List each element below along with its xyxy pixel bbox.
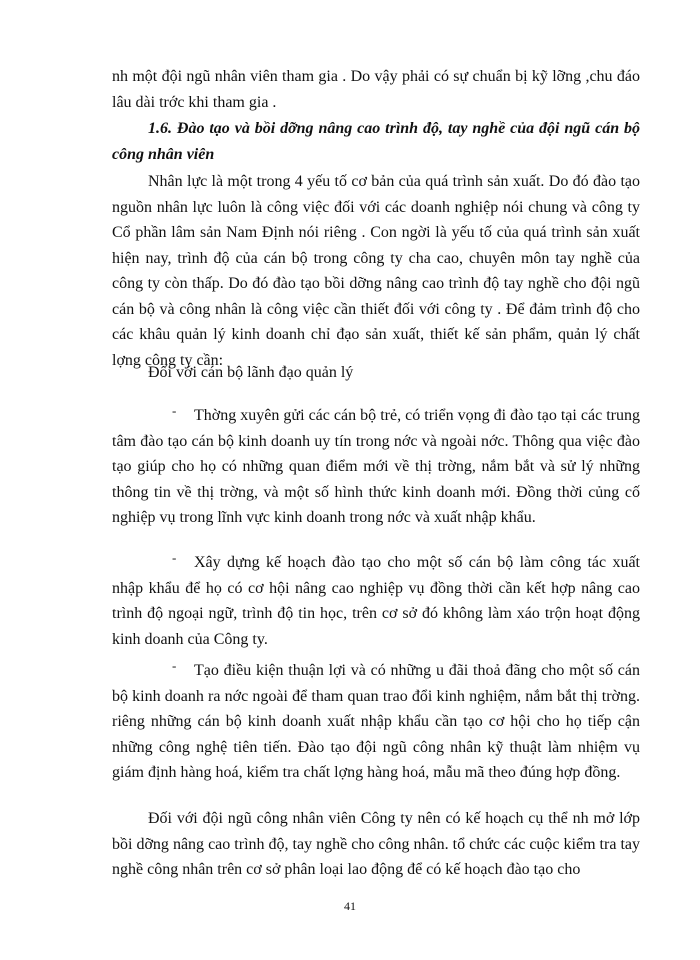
body-paragraph-1: Nhân lực là một trong 4 yếu tố cơ bản của quá trình sản xuất. Do đó đào tạo nguồn nhân lực luôn là công việc đối với các doanh nghiệp nói chung và công ty Cổ phần lâm sản Nam Định nói riêng . Con ngời là yếu tố của quá trình sản xuất hiện nay, trình độ của cán bộ trong công ty cha cao, chuyên môn tay nghề của công ty còn thấp. Do đó đào tạo bồi dỡng nâng cao trình độ tay nghề cho đội ngũ cán bộ và công nhân là công việc cần thiết đối với công ty . Để đảm trình độ cho các khâu quản lý kinh doanh chỉ đạo sản xuất, thiết kế sản phẩm, quản lý chất lợng công ty cần:: [112, 173, 640, 369]
page-number: 41: [344, 899, 356, 913]
section-heading: 1.6. Đào tạo và bồi dỡng nâng cao trình độ, tay nghề của đội ngũ cán bộ công nhân viên: [112, 120, 640, 163]
bullet-dash-icon: -: [172, 403, 177, 418]
bullet-item-2: Xây dựng kế hoạch đào tạo cho một số cán bộ làm công tác xuất nhập khẩu để họ có cơ hội nâng cao nghiệp vụ đồng thời cần kết hợp nâng cao trình độ ngoại ngữ, trình độ tin học, trên cơ sở đó không làm xáo trộn hoạt động kinh doanh của Công ty.: [112, 554, 640, 648]
bullet-dash-icon: -: [172, 658, 177, 673]
subheading-leadership: Đối với cán bộ lãnh đạo quản lý: [148, 364, 354, 381]
bullet-dash-icon: -: [172, 550, 177, 565]
body-paragraph-2: Đối với đội ngũ công nhân viên Công ty nên có kế hoạch cụ thể nh mở lớp bồi dỡng nâng cao trình độ, tay nghề cho công nhân. tổ chức các cuộc kiểm tra tay nghề công nhân trên cơ sở phân loại lao động để có kế hoạch đào tạo cho: [112, 810, 640, 878]
bullet-item-1: Thờng xuyên gửi các cán bộ trẻ, có triển vọng đi đào tạo tại các trung tâm đào tạo cán bộ kinh doanh uy tín trong nớc và ngoài nớc. Thông qua việc đào tạo giúp cho họ có những quan điểm mới về thị trờng, nắm bắt và sử lý những thông tin về thị trờng, và một số hình thức kinh doanh mới. Đồng thời củng cố nghiệp vụ trong lĩnh vực kinh doanh trong nớc và xuất nhập khẩu.: [112, 407, 640, 526]
bullet-item-3: Tạo điều kiện thuận lợi và có những u đãi thoả đãng cho một số cán bộ kinh doanh ra nớc ngoài để tham quan trao đổi kinh nghiệm, nắm bắt thị trờng. riêng những cán bộ kinh doanh xuất nhập khẩu cần tạo cơ hội cho họ tiếp cận những công nghệ tiên tiến. Đào tạo đội ngũ công nhân kỹ thuật làm nhiệm vụ giám định hàng hoá, kiểm tra chất lợng hàng hoá, mẫu mã theo đúng hợp đồng.: [112, 662, 640, 781]
intro-paragraph: nh một đội ngũ nhân viên tham gia . Do vậy phải có sự chuẩn bị kỹ lỡng ,chu đáo lâu dài trớc khi tham gia .: [112, 68, 640, 111]
